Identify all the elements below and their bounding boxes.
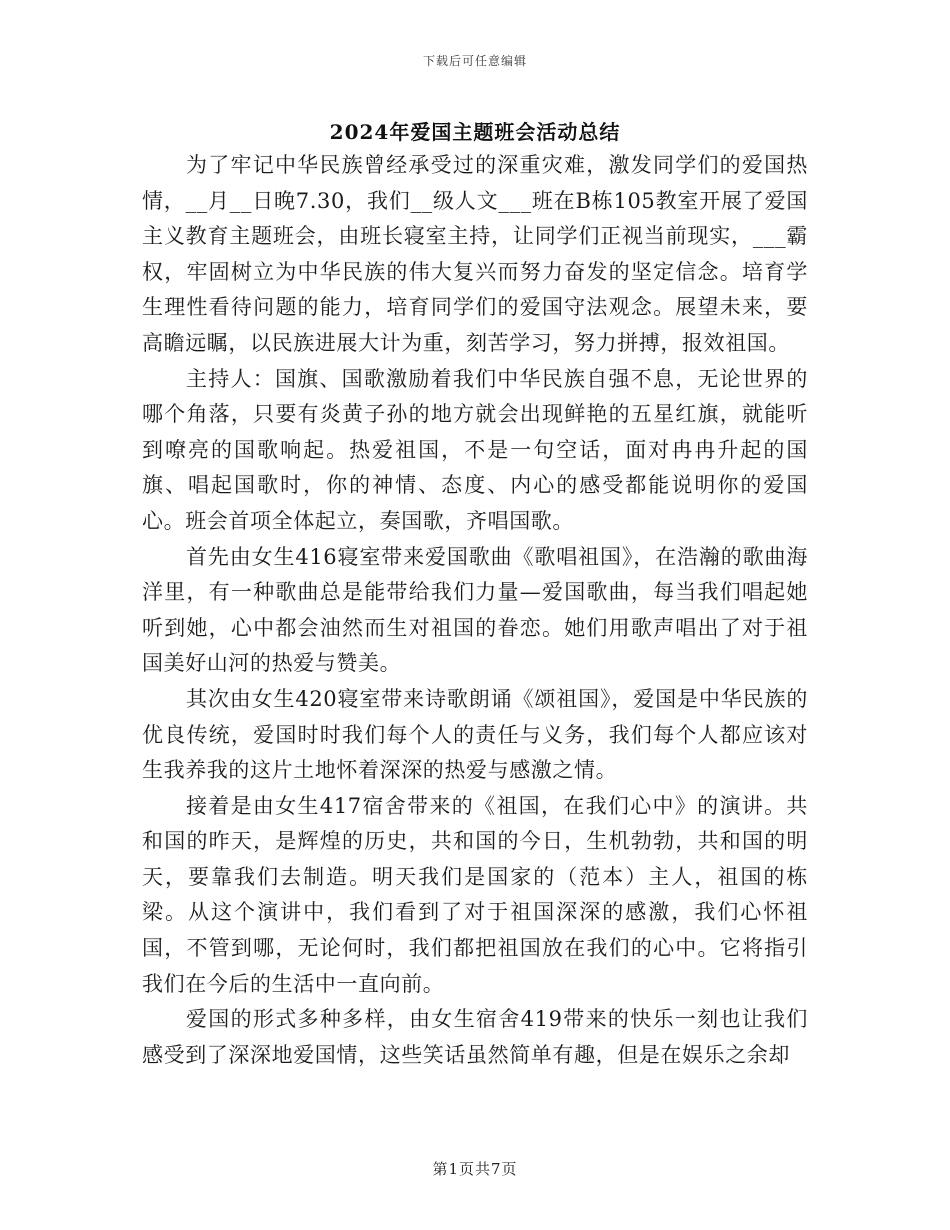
paragraph: 爱国的形式多种多样，由女生宿舍419带来的快乐一刻也让我们感受到了深深地爱国情，这些笑话虽然简单有趣，但是在娱乐之余却 [142, 1007, 808, 1067]
paragraph: 首先由女生416寝室带来爱国歌曲《歌唱祖国》，在浩瀚的歌曲海洋里，有一种歌曲总是能带给我们力量—爱国歌曲，每当我们唱起她听到她，心中都会油然而生对祖国的眷恋。她们用歌声唱出了对于祖国美好山河的热爱与赞美。 [142, 544, 808, 676]
paragraph: 其次由女生420寝室带来诗歌朗诵《颂祖国》，爱国是中华民族的优良传统，爱国时时我们每个人的责任与义务，我们每个人都应该对生我养我的这片土地怀着深深的热爱与感激之情。 [142, 686, 808, 783]
document-title: 2024年爱国主题班会活动总结 [329, 120, 621, 144]
header-note: 下载后可任意编辑 [422, 54, 527, 68]
paragraph: 接着是由女生417宿舍带来的《祖国，在我们心中》的演讲。共和国的昨天，是辉煌的历史，共和国的今日，生机勃勃，共和国的明天，要靠我们去制造。明天我们是国家的（范本）主人，祖国的栋梁。从这个演讲中，我们看到了对于祖国深深的感激，我们心怀祖国，不管到哪，无论何时，我们都把祖国放在我们的心中。它将指引我们在今后的生活中一直向前。 [142, 793, 808, 996]
document-body [142, 148, 808, 1073]
paragraph: 主持人：国旗、国歌激励着我们中华民族自强不息，无论世界的哪个角落，只要有炎黄子孙的地方就会出现鲜艳的五星红旗，就能听到嘹亮的国歌响起。热爱祖国，不是一句空话，面对冉冉升起的国旗、唱起国歌时，你的神情、态度、内心的感受都能说明你的爱国心。班会首项全体起立，奏国歌，齐唱国歌。 [142, 366, 808, 533]
page-number: 第1页共7页 [432, 1160, 518, 1178]
paragraph: 为了牢记中华民族曾经承受过的深重灾难，激发同学们的爱国热情，__月__日晚7.30，我们__级人文___班在B栋105教室开展了爱国主义教育主题班会，由班长寝室主持，让同学们正视当前现实，___霸权，牢固树立为中华民族的伟大复兴而努力奋发的坚定信念。培育学生理性看待问题的能力，培育同学们的爱国守法观念。展望未来，要高瞻远瞩，以民族进展大计为重，刻苦学习，努力拼搏，报效祖国。 [142, 153, 808, 355]
